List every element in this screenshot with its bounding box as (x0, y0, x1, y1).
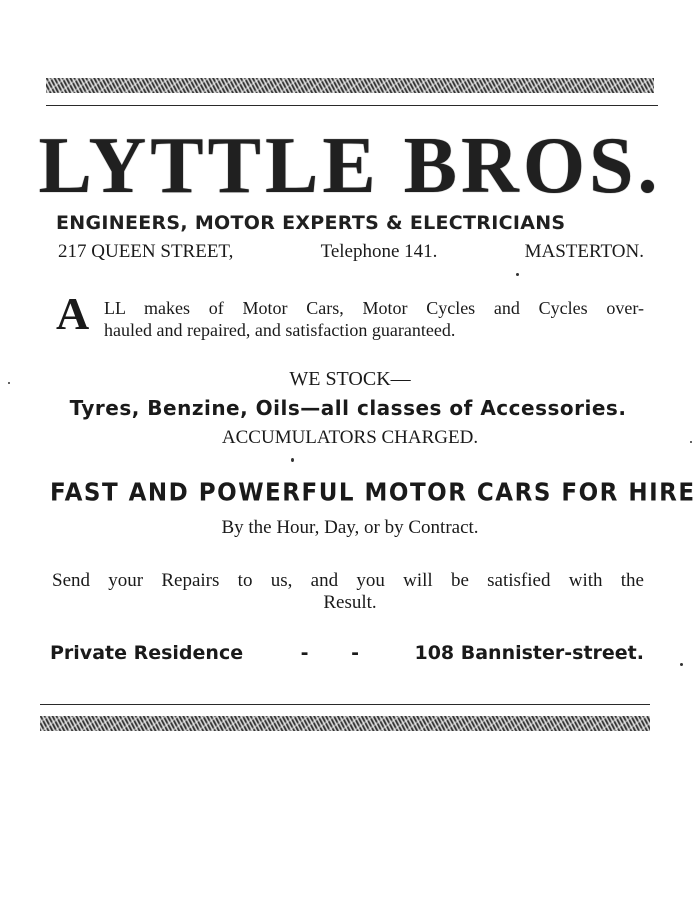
repairs-line-2: Result. (323, 592, 377, 613)
ink-speck (291, 458, 294, 462)
bottom-ornamental-border (40, 716, 650, 731)
ink-speck (690, 441, 692, 443)
town: MASTERTON. (524, 241, 644, 262)
hire-terms: By the Hour, Day, or by Contract. (221, 517, 479, 538)
hire-headline: FAST AND POWERFUL MOTOR CARS FOR HIRE (50, 478, 696, 508)
stock-heading: WE STOCK— (289, 368, 411, 390)
telephone: Telephone 141. (320, 241, 438, 262)
accumulators-line: ACCUMULATORS CHARGED. (221, 427, 479, 448)
top-ornamental-border (46, 78, 654, 93)
residence-dashes: - - (300, 642, 377, 664)
residence-label: Private Residence (50, 642, 244, 664)
advert-title: LYTTLE BROS. (38, 122, 662, 210)
drop-cap: A (56, 288, 90, 339)
repairs-line-1: Send your Repairs to us, and you will be satisfied with the (52, 570, 644, 591)
trades-line: ENGINEERS, MOTOR EXPERTS & ELECTRICIANS (56, 212, 566, 234)
ink-speck (516, 273, 519, 276)
ink-speck (680, 663, 683, 666)
residence-address: 108 Bannister-street. (414, 642, 644, 664)
top-rule (46, 105, 658, 106)
intro-line-1: LL makes of Motor Cars, Motor Cycles and Cycles over- (104, 298, 644, 318)
ink-speck (8, 382, 10, 384)
private-residence-row (50, 641, 644, 665)
address-row (58, 241, 644, 263)
bottom-rule (40, 704, 650, 705)
street-address: 217 QUEEN STREET, (58, 241, 234, 262)
stock-items: Tyres, Benzine, Oils—all classes of Accessories. (69, 396, 627, 420)
intro-line-2: hauled and repaired, and satisfaction guaranteed. (104, 320, 456, 340)
